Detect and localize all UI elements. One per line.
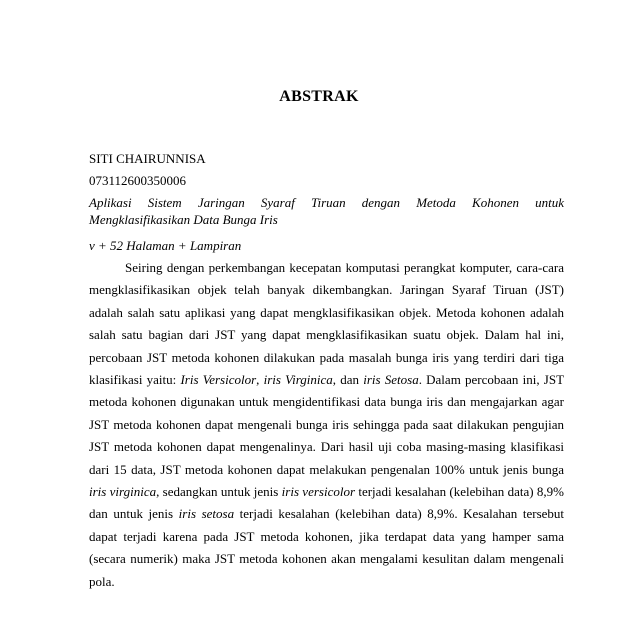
abstract-text: terjadi kesalahan (kelebihan data) 8,9%. Kesalahan tersebut dapat terjadi karena pada JST metoda kohonen, jika terdapat data yang hamper sama (secara numerik) maka JST metoda kohonen akan mengalami kesulitan dalam mengenali pola. [89, 506, 565, 589]
species-name: iris Virginica [263, 372, 333, 388]
abstract-text: Seiring dengan perkembangan kecepatan komputasi perangkat komputer, cara-cara mengklasifikasikan objek telah banyak dikembangkan. Jaringan Syaraf Tiruan (JST) adalah salah satu aplikasi yang dapat mengklasifikasikan objek. Metoda kohonen adalah salah satu bagian dari JST yang dapat mengklasifikasikan suatu objek. Dalam hal ini, percobaan JST metoda kohonen dilakukan pada masalah bunga iris yang terdiri dari tiga klasifikasi yaitu: [89, 260, 564, 388]
abstract-heading: ABSTRAK [279, 88, 359, 105]
species-name: iris Setosa [363, 372, 419, 388]
species-name: iris setosa [178, 506, 235, 522]
species-name: Iris Versicolor [180, 372, 257, 388]
abstract-text: , [256, 372, 264, 388]
page-count: v + 52 Halaman + Lampiran [89, 238, 242, 253]
species-name: iris versicolor [281, 484, 356, 500]
abstract-text: terjadi kesalahan (kelebihan data) 8,9% dan untuk jenis [89, 484, 564, 522]
species-name: iris virginica [89, 484, 157, 500]
abstract-text: , dan [332, 372, 364, 388]
abstract-text: . Dalam percobaan ini, JST metoda kohonen digunakan untuk mengidentifikasi data bunga iris dan mengajarkan agar JST metoda kohonen dapat mengenali bunga iris sehingga pada saat dilakukan pengujian JST metoda kohonen dapat mengenalinya. Dari hasil uji coba masing-masing klasifikasi dari 15 data, JST metoda kohonen dapat melakukan pengenalan 100% untuk jenis bunga [89, 372, 565, 477]
abstract-text: , sedangkan untuk jenis [156, 484, 282, 500]
abstract-body [89, 257, 564, 593]
student-id: 073112600350006 [89, 173, 187, 188]
thesis-title: Aplikasi Sistem Jaringan Syaraf Tiruan dengan Metoda Kohonen untuk Mengklasifikasikan Data Bunga Iris [89, 195, 564, 227]
author-name: SITI CHAIRUNNISA [89, 151, 206, 166]
